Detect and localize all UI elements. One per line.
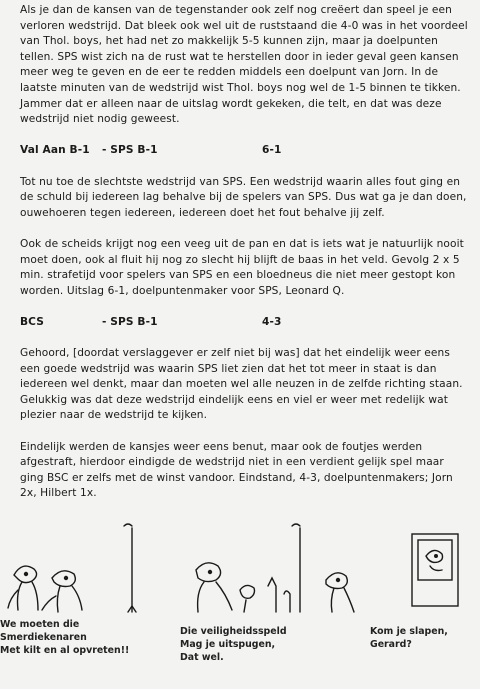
paragraph-4: Gehoord, [doordat verslaggever er zelf niet bij was] dat het eindelijk weer eens een goede wedstrijd was waarin SPS liet zien dat het tot meer in staat is dan iedereen wel denkt, maar dan moeten wel alle neuzen in de zelfde richting staan. Gelukkig was dat deze wedstrijd eindelijk eens en viel er weer met redelijk wat plezier naar de wedstrijd te kijken. <box>20 347 463 422</box>
comic-panel-3-figures <box>196 563 290 612</box>
comic-caption-2 <box>180 625 310 664</box>
comic-caption-3 <box>370 625 480 651</box>
home-team: Val Aan B-1 <box>20 144 90 157</box>
comic-caption-1 <box>0 618 160 657</box>
caption-line: We moeten die Smerdiekenaren <box>0 619 87 643</box>
paragraph-1: Als je dan de kansen van de tegenstander ook zelf nog creëert dan speel je een verloren wedstrijd. Dat bleek ook wel uit de ruststaand die 4-0 was in het voordeel van Thol. boys, het had net zo makkelijk 5-5 kunnen zijn, maar ja doelpunten tellen. SPS wist zich na de rust wat te herstellen door in ieder geval geen kansen meer weg te geven en de eer te redden middels een doelpunt van Jorn. In de laatste minuten van de wedstrijd wist Thol. boys nog wel de 1-5 binnen te tikken. Jammer dat er alleen naar de uitslag wordt gekeken, die telt, en dat was deze wedstrijd niet nodig geweest. <box>20 4 468 126</box>
caption-line: Met kilt en al opvreten!! <box>0 645 130 656</box>
comic-panel-2-figure <box>124 524 136 612</box>
caption-line: Kom je slapen, Gerard? <box>370 626 448 650</box>
final-score: 4-3 <box>262 315 282 328</box>
away-team: - SPS B-1 <box>102 315 158 328</box>
paragraph-2: Tot nu toe de slechtste wedstrijd van SPS. Een wedstrijd waarin alles fout ging en de schuld bij iedereen lag behalve bij de spelers van SPS. Dus wat ga je dan doen, ouwehoeren tegen iedereen, iedereen doet het fout behalve jij zelf. <box>20 175 467 219</box>
comic-panel-4-figures <box>292 524 354 612</box>
paragraph-5: Eindelijk werden de kansjes weer eens benut, maar ook de foutjes werden afgestraft, hierdoor eindigde de wedstrijd niet in een verdient gelijk spel maar ging BSC er zelfs met de winst vandoor. Eindstand, 4-3, doelpuntenmakers; Jorn 2x, Hilbert 1x. <box>20 440 453 500</box>
final-score: 6-1 <box>262 144 282 157</box>
paragraph-3: Ook de scheids krijgt nog een veeg uit de pan en dat is iets wat je natuurlijk nooit moet doen, ook al fluit hij nog zo slecht hij blijft de baas in het veld. Gevolg 2 x 5 min. strafetijd voor spelers van SPS en een bloedneus die niet meer gestopt kon worden. Uitslag 6-1, doelpuntenmaker voor SPS, Leonard Q. <box>20 237 464 297</box>
comic-drawings <box>0 520 480 620</box>
article-body <box>20 3 470 518</box>
away-team: - SPS B-1 <box>102 144 158 157</box>
home-team: BCS <box>20 315 44 328</box>
caption-line: Die veiligheidsspeld <box>180 626 287 637</box>
comic-panel-5-doorway <box>412 534 458 606</box>
caption-line: Dat wel. <box>180 652 224 663</box>
match-result-1 <box>20 143 470 159</box>
caption-line: Mag je uitspugen, <box>180 639 276 650</box>
match-result-2 <box>20 315 470 331</box>
comic-panel-1-figures <box>8 566 82 612</box>
